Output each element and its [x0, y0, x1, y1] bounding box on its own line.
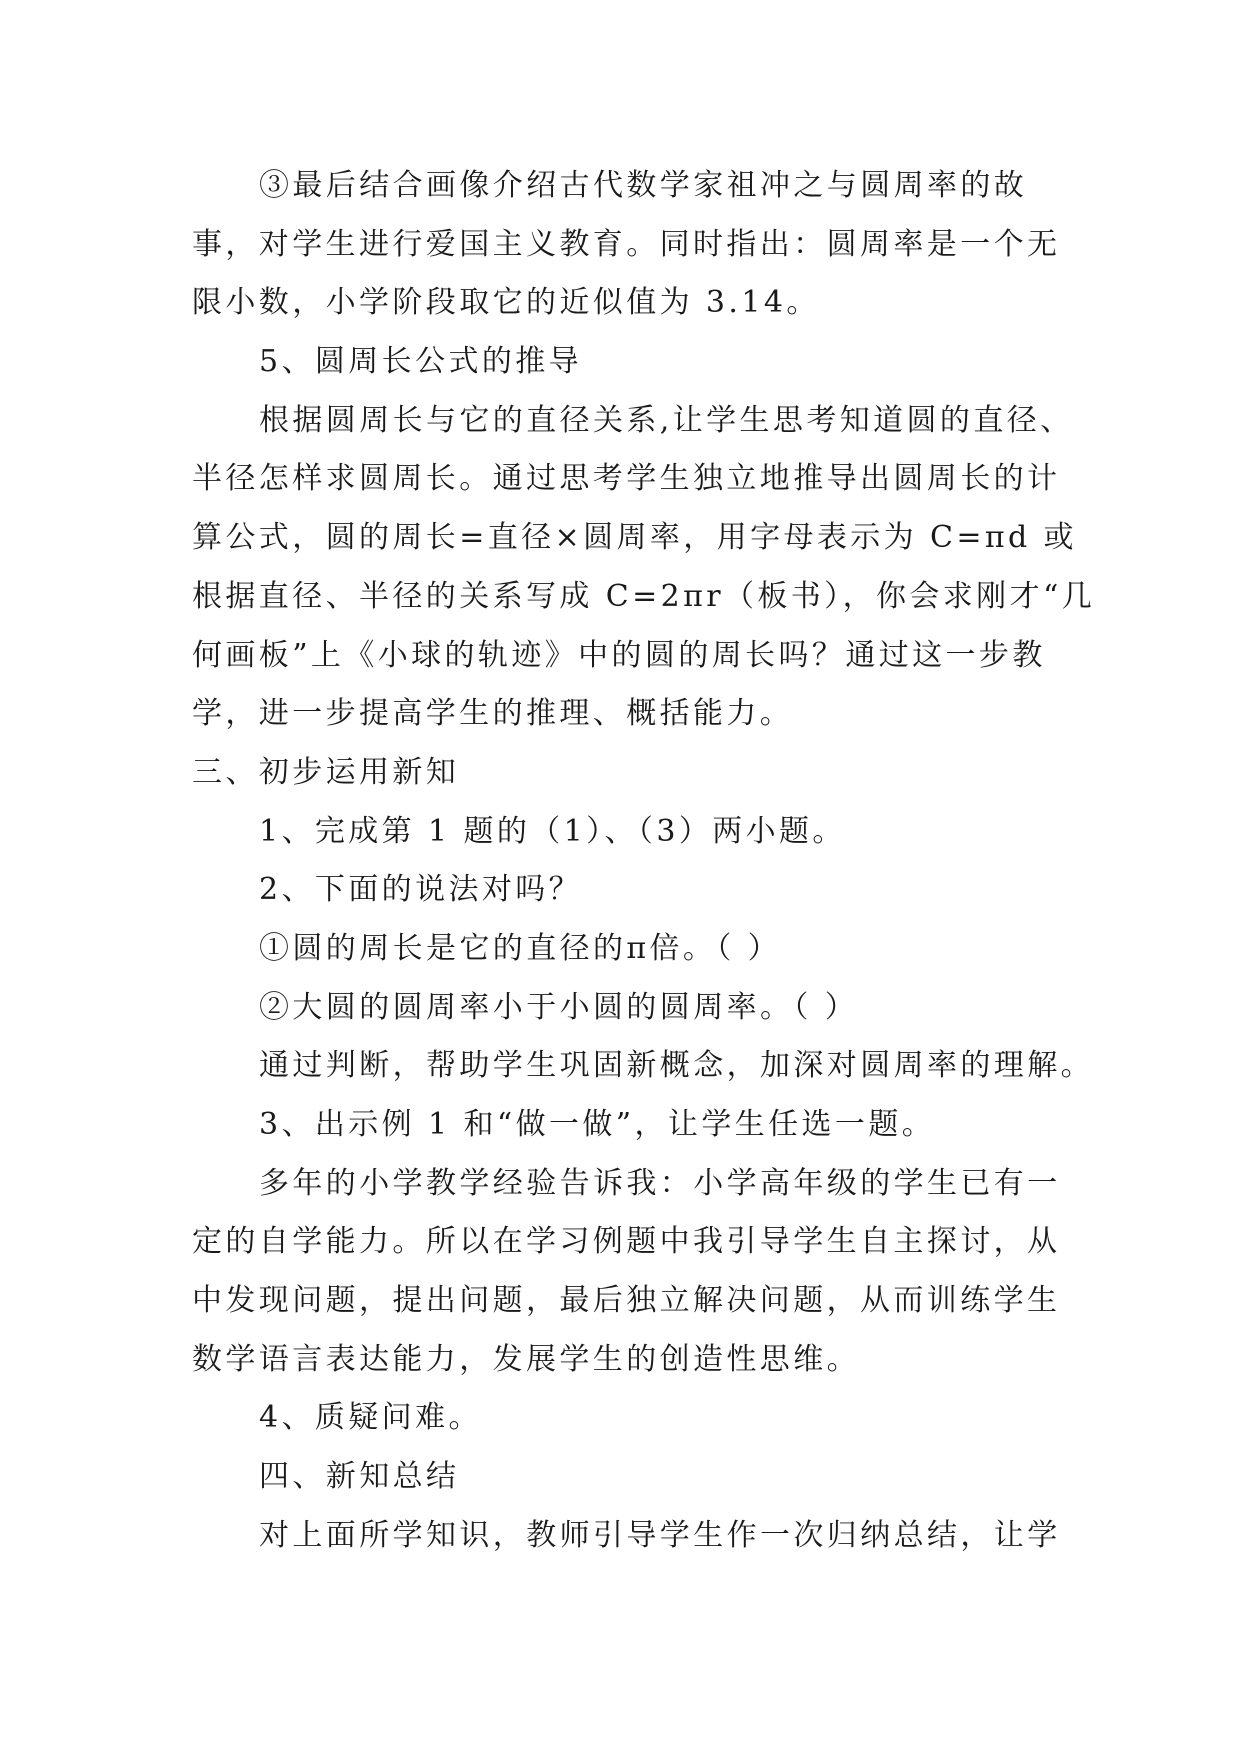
section-heading: 四、新知总结	[259, 1459, 460, 1495]
list-item: 1、完成第 1 题的（1）、（3）两小题。	[259, 813, 846, 849]
text-line: 限小数，小学阶段取它的近似值为 3.14。	[192, 285, 820, 321]
text-line: 根据圆周长与它的直径关系,让学生思考知道圆的直径、	[259, 402, 1074, 438]
section-heading: 三、初步运用新知	[192, 754, 460, 790]
list-item: ①圆的周长是它的直径的π倍。（ ）	[259, 930, 782, 966]
list-item: 2、下面的说法对吗？	[259, 872, 583, 908]
text-line: ③最后结合画像介绍古代数学家祖冲之与圆周率的故	[259, 168, 1028, 203]
text-line: 数学语言表达能力，发展学生的创造性思维。	[192, 1341, 860, 1377]
text-line: 事，对学生进行爱国主义教育。同时指出：圆周率是一个无	[192, 226, 1061, 262]
text-line: 根据直径、半径的关系写成 C=2πr（板书），你会求刚才“几	[192, 578, 1096, 614]
text-line: 算公式，圆的周长=直径×圆周率，用字母表示为 C=πd 或	[192, 520, 1077, 556]
text-line: 何画板”上《小球的轨迹》中的圆的周长吗？通过这一步教	[192, 637, 1046, 673]
text-line: 学，进一步提高学生的推理、概括能力。	[192, 696, 794, 732]
text-line: 通过判断，帮助学生巩固新概念，加深对圆周率的理解。	[259, 1048, 1094, 1084]
list-item: 3、出示例 1 和“做一做”，让学生任选一题。	[259, 1107, 936, 1142]
text-line: 对上面所学知识，教师引导学生作一次归纳总结，让学	[259, 1517, 1061, 1553]
text-line: 半径怎样求圆周长。通过思考学生独立地推导出圆周长的计	[192, 461, 1061, 497]
text-line: 定的自学能力。所以在学习例题中我引导学生自主探讨，从	[192, 1224, 1061, 1260]
section-heading: 5、圆周长公式的推导	[259, 344, 583, 380]
text-line: 中发现问题，提出问题，最后独立解决问题，从而训练学生	[192, 1283, 1061, 1319]
list-item: ②大圆的圆周率小于小圆的圆周率。（ ）	[259, 989, 859, 1025]
document-body	[192, 157, 1096, 1566]
list-item: 4、质疑问难。	[259, 1400, 482, 1436]
text-line: 多年的小学教学经验告诉我：小学高年级的学生已有一	[259, 1165, 1061, 1201]
